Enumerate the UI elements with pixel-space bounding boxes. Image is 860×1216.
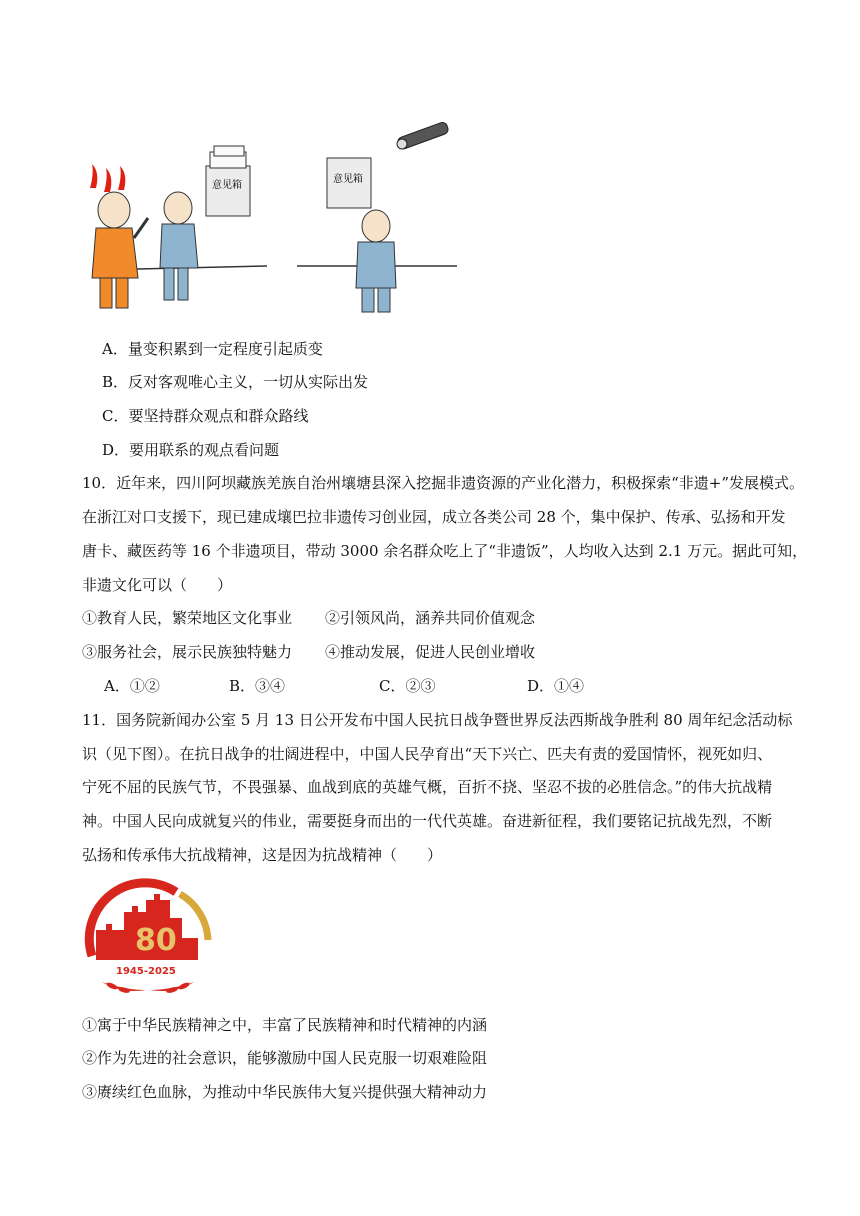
q10-item: ②引领风尚，涵养共同价值观念 [325,609,536,627]
q11-stem-line: 识（见下图）。在抗日战争的壮阔进程中，中国人民孕育出“天下兴亡、匹夫有责的爱国情怀，视死如归、 [82,745,773,763]
q10-stem-line: 唐卡、藏医药等 16 个非遗项目，带动 3000 余名群众吃上了“非遗饭”，人均收入达到 2.1 万元。据此可知， [82,542,808,560]
anniversary-logo [80,878,216,996]
option-d: D．要用联系的观点看问题 [102,441,280,459]
logo-number: 80 [135,923,177,958]
q10-choice-b: B．③④ [229,677,286,695]
q11-item: ③赓续红色血脉，为推动中华民族伟大复兴提供强大精神动力 [82,1083,488,1101]
q10-choice-a: A．①② [104,677,160,695]
q11-stem-line: 宁死不屈的民族气节，不畏强暴、血战到底的英雄气概，百折不挠、坚忍不拔的必胜信念。”的伟大抗战精 [82,778,773,796]
q10-choice-d: D．①④ [527,677,585,695]
logo-years: 1945-2025 [116,966,176,977]
q10-stem-line: 10．近年来，四川阿坝藏族羌族自治州壤塘县深入挖掘非遗资源的产业化潜力，积极探索“非遗+”发展模式。 [82,474,804,492]
telescope-icon [396,121,449,150]
official-figure [92,192,148,308]
option-c: C．要坚持群众观点和群众路线 [102,407,309,425]
citizen-figure [356,210,396,312]
q10-stem-line: 在浙江对口支援下，现已建成壤巴拉非遗传习创业园，成立各类公司 28 个，集中保护、传承、弘扬和开发 [82,508,786,526]
q10-stem-line: 非遗文化可以（ ） [82,576,233,594]
option-a: A．量变积累到一定程度引起质变 [102,340,323,358]
q10-item: ①教育人民，繁荣地区文化事业 [82,609,293,627]
anger-flame-icon [90,164,125,192]
q11-item: ②作为先进的社会意识，能够激励中国人民克服一切艰难险阻 [82,1049,488,1067]
olive-branch-icon [102,981,194,994]
q11-stem-line: 11．国务院新闻办公室 5 月 13 日公开发布中国人民抗日战争暨世界反法西斯战争胜利 80 周年纪念活动标 [82,711,793,729]
cartoon-illustration [82,118,462,318]
suggestion-box-empty [327,158,371,208]
suggestion-box-label: 意见箱 [333,174,363,185]
q10-item: ④推动发展，促进人民创业增收 [325,643,536,661]
q10-item: ③服务社会，展示民族独特魅力 [82,643,293,661]
suggestion-box-full [206,146,250,216]
q11-stem-line: 弘扬和传承伟大抗战精神，这是因为抗战精神（ ） [82,846,443,864]
q10-choice-c: C．②③ [379,677,436,695]
q11-stem-line: 神。中国人民向成就复兴的伟业，需要挺身而出的一代代英雄。奋进新征程，我们要铭记抗战先烈，不断 [82,812,773,830]
citizen-figure [160,192,198,300]
option-b: B．反对客观唯心主义，一切从实际出发 [102,373,369,391]
suggestion-box-label: 意见箱 [212,180,242,191]
q11-item: ①寓于中华民族精神之中，丰富了民族精神和时代精神的内涵 [82,1016,488,1034]
